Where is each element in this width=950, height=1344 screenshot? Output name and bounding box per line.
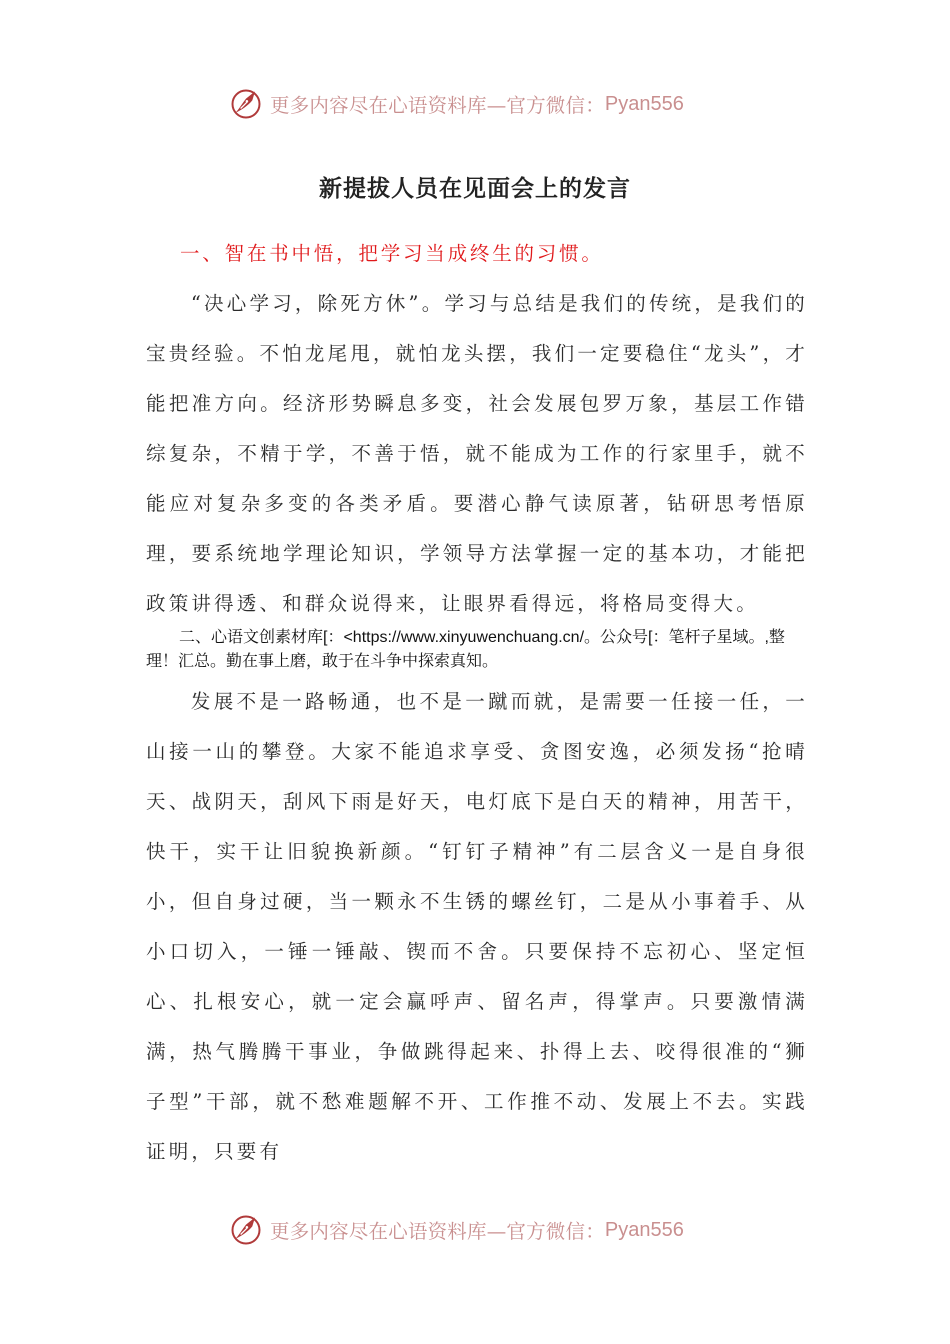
section-heading-2: 二、心语文创素材库[：<https://www.xinyuwenchuang.cn/。公众号[：笔杆子星域。,整理！汇总。勤在事上磨，敢于在斗争中探索真知。 bbox=[146, 629, 785, 670]
document-title: 新提拔人员在见面会上的发言 bbox=[319, 175, 631, 202]
section-heading-1: 一、智在书中悟，把学习当成终生的习惯。 bbox=[180, 242, 604, 265]
pen-nib-logo-icon bbox=[228, 86, 264, 122]
footer-banner bbox=[228, 1210, 684, 1250]
footer-banner-handle: Pyan556 bbox=[604, 1218, 684, 1241]
header-banner-handle: Pyan556 bbox=[604, 92, 684, 115]
header-banner-text: 更多内容尽在心语资料库—官方微信： bbox=[270, 94, 605, 117]
body-paragraph-2: 发展不是一路畅通，也不是一蹴而就，是需要一任接一任，一山接一山的攀登。大家不能追求享受、贪图安逸，必须发扬“抢晴天、战阴天，刮风下雨是好天，电灯底下是白天的精神，用苦干，快干，实干让旧貌换新颜。“钉钉子精神”有二层含义一是自身很小，但自身过硬，当一颗永不生锈的螺丝钉，二是从小事着手、从小口切入，一锤一锤敲、锲而不舍。只要保持不忘初心、坚定恒心、扎根安心，就一定会赢呼声、留名声，得掌声。只要激情满满，热气腾腾干事业，争做跳得起来、扑得上去、咬得很准的“狮子型”干部，就不愁难题解不开、工作推不动、发展上不去。实践证明，只要有 bbox=[146, 690, 808, 1163]
header-banner bbox=[228, 84, 684, 124]
footer-banner-text: 更多内容尽在心语资料库—官方微信： bbox=[270, 1220, 605, 1243]
pen-nib-logo-icon bbox=[228, 1212, 264, 1248]
body-paragraph-1: “决心学习，除死方休”。学习与总结是我们的传统，是我们的宝贵经验。不怕龙尾甩，就怕龙头摆，我们一定要稳住“龙头”，才能把准方向。经济形势瞬息多变，社会发展包罗万象，基层工作错综复杂，不精于学，不善于悟，就不能成为工作的行家里手，就不能应对复杂多变的各类矛盾。要潜心静气读原著，钻研思考悟原理，要系统地学理论知识，学领导方法掌握一定的基本功，才能把政策讲得透、和群众说得来，让眼界看得远，将格局变得大。 bbox=[146, 292, 808, 615]
